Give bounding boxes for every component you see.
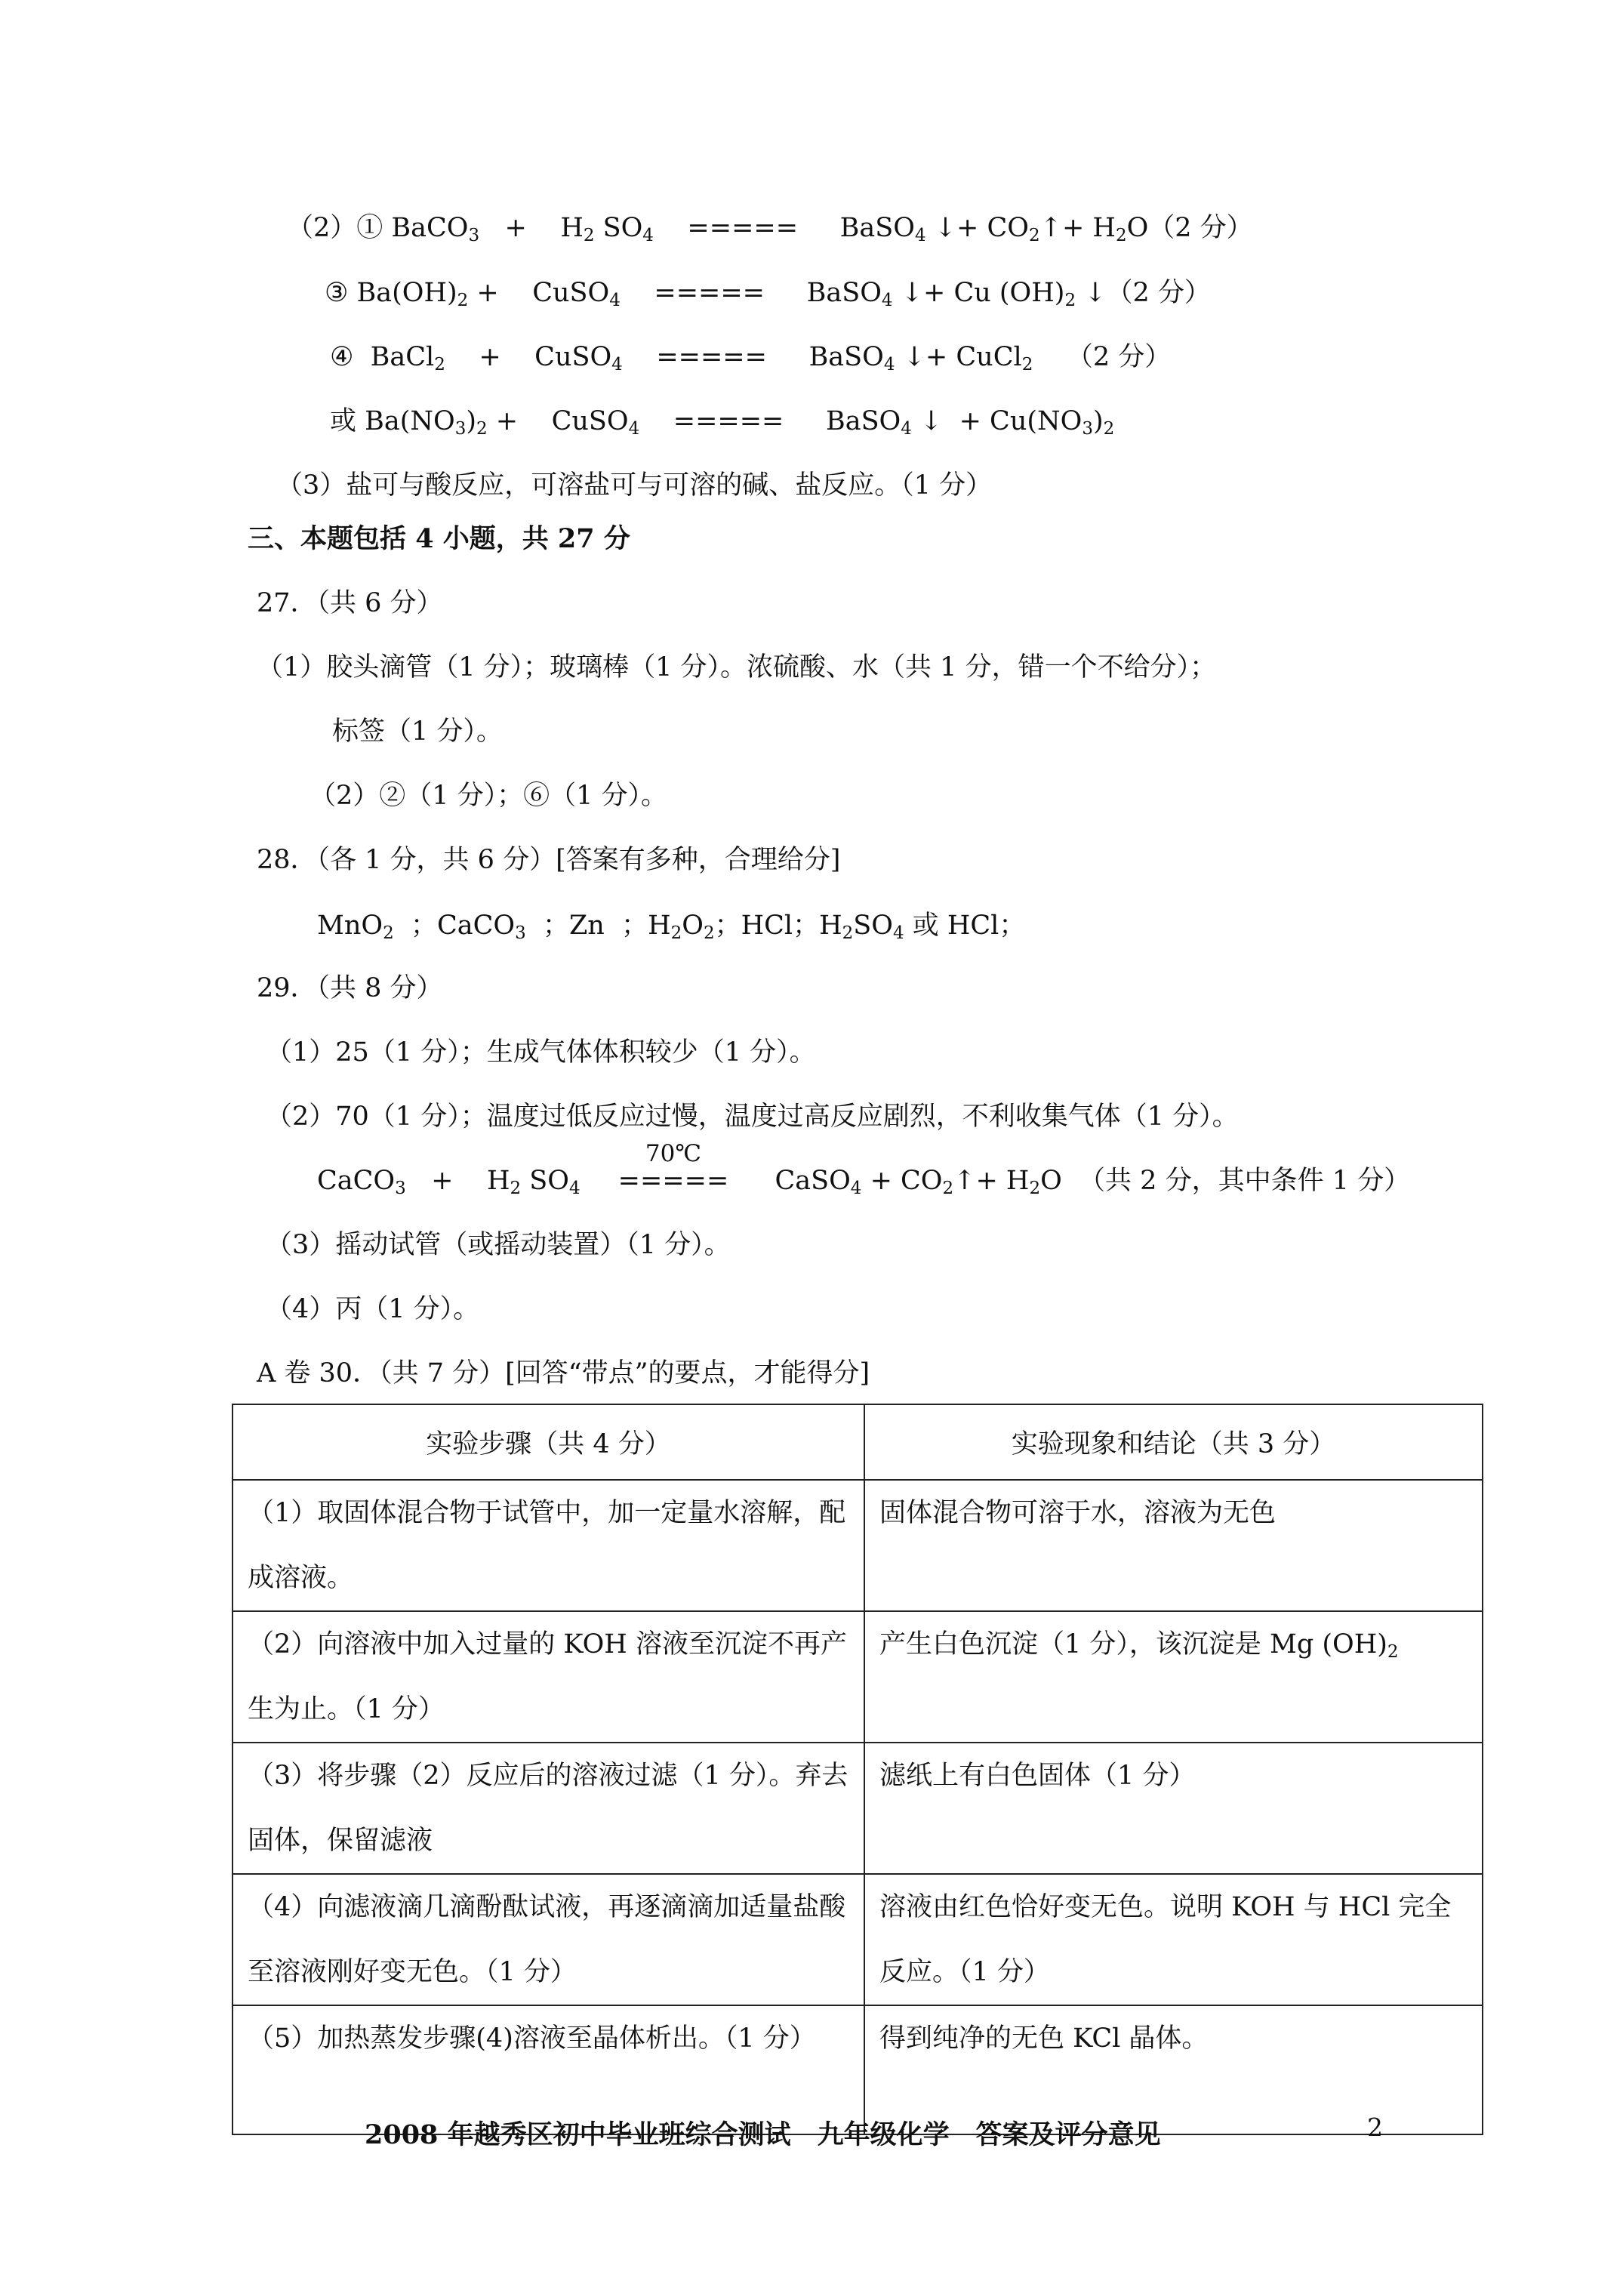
page-number: 2 [1367, 2113, 1383, 2142]
section-3-total: 27 [557, 523, 595, 554]
q26-2-eq3-label: ③ [325, 278, 357, 308]
table-row [233, 1611, 1483, 1743]
q26-2-eq4b-label: 或 [330, 406, 365, 436]
result-cell: 滤纸上有白色固体（1 分） [864, 1743, 1483, 1874]
q27-title: 27．（共 6 分） [257, 588, 443, 618]
section-3-text-c: 分 [594, 523, 630, 554]
table-row [233, 1874, 1483, 2005]
section-3-count: 4 [415, 523, 434, 554]
q26-2-eq4b: 或 $Ba(NO_3)_2$ + CuSO$_4$ ===== BaSO$_4$ ↓ + $Cu(NO_3)_2$ [330, 406, 1115, 439]
result-cell: 溶液由红色恰好变无色。说明 KOH 与 HCl 完全反应。（1 分） [864, 1874, 1483, 2005]
step-cell: （5）加热蒸发步骤(4)溶液至晶体析出。（1 分） [233, 2005, 864, 2134]
reaction-condition [605, 1140, 741, 1196]
step-cell: （3）将步骤（2）反应后的溶液过滤（1 分）。弃去固体，保留滤液 [233, 1743, 864, 1874]
q27-1: （1）胶头滴管（1 分）；玻璃棒（1 分）。浓硫酸、水（共 1 分，错一个不给分）； [257, 652, 1217, 683]
q26-2-eq4-label: ④ [330, 342, 362, 372]
result-cell: 得到纯净的无色 KCl 晶体。 [864, 2005, 1483, 2134]
q28-title: 28．（各 1 分，共 6 分）[答案有多种，合理给分] [257, 845, 841, 875]
q29-equation-note: （共 2 分，其中条件 1 分） [1079, 1166, 1411, 1196]
column-header-steps: 实验步骤（共 4 分） [233, 1404, 864, 1480]
result-cell: 固体混合物可溶于水，溶液为无色 [864, 1480, 1483, 1611]
result-cell [864, 1611, 1483, 1743]
q29-title: 29．（共 8 分） [257, 973, 443, 1003]
q26-3: （3）盐可与酸反应，可溶盐可与可溶的碱、盐反应。（1 分） [276, 470, 993, 501]
reaction-temperature: 70℃ [645, 1140, 702, 1167]
q26-2-eq3: ③ $Ba(OH)_2$ + CuSO$_4$ ===== BaSO$_4$ ↓+ Cu $(OH)_2$ ↓（2 分） [325, 278, 1211, 310]
q26-2-eq1-label: （2）① [287, 213, 392, 243]
q29-1: （1）25（1 分）；生成气体体积较少（1 分）。 [266, 1037, 816, 1068]
page-footer: 2008 年越秀区初中毕业班综合测试 九年级化学 答案及评分意见 [365, 2119, 1161, 2150]
table-row [233, 1743, 1483, 1874]
q26-2-eq1: （2）① BaCO$_3$ + $H_2$ $SO_4$ ===== BaSO$_4$ ↓+ $CO_2↑+ H_2O(2$ 分） [287, 213, 1253, 245]
table-row [233, 1480, 1483, 1611]
table-header-row [233, 1404, 1483, 1480]
result-text: 产生白色沉淀（1 分），该沉淀是 Mg (OH) [879, 1629, 1387, 1660]
q30-title: A 卷 30．（共 7 分）[回答“带点”的要点，才能得分] [257, 1358, 870, 1388]
section-3-text-a: 三、本题包括 [248, 523, 416, 554]
step-cell: （4）向滤液滴几滴酚酞试液，再逐滴滴加适量盐酸至溶液刚好变无色。（1 分） [233, 1874, 864, 2005]
experiment-table [232, 1404, 1483, 2135]
section-3-heading [248, 525, 630, 553]
section-3-text-b: 小题，共 [433, 523, 558, 554]
q28-answers: MnO$_2$ ；CaCO$_3$ ；Zn ；$H_2O_2$；HCl；$H_2SO_4$ 或 HCl； [317, 911, 1026, 943]
q26-2-eq4: ④ BaCl$_2$ + CuSO$_4$ ===== BaSO$_4$ ↓+ CuCl$_2$ （2 分） [330, 342, 1172, 374]
q27-2: （2）②（1 分）；⑥（1 分）。 [310, 781, 668, 811]
q29-2: （2）70（1 分）；温度过低反应过慢，温度过高反应剧烈，不利收集气体（1 分）。 [266, 1102, 1239, 1132]
q29-equation: CaCO$_3$ + $H_2$ $SO_4$ 70℃ ===== CaSO$_4$ + $CO_2↑+ H_2O$ （共 2 分，其中条件 1 分） [317, 1140, 1411, 1198]
result-subscript: 2 [1387, 1642, 1399, 1662]
q29-4: （4）丙（1 分）。 [266, 1294, 480, 1324]
q29-3: （3）摇动试管（或摇动装置）（1 分）。 [266, 1230, 731, 1260]
q27-1-cont: 标签（1 分）。 [332, 717, 503, 747]
column-header-results: 实验现象和结论（共 3 分） [864, 1404, 1483, 1480]
step-cell: （2）向溶液中加入过量的 KOH 溶液至沉淀不再产生为止。（1 分） [233, 1611, 864, 1743]
step-cell: （1）取固体混合物于试管中，加一定量水溶解，配成溶液。 [233, 1480, 864, 1611]
reaction-arrow: ===== [617, 1166, 729, 1196]
